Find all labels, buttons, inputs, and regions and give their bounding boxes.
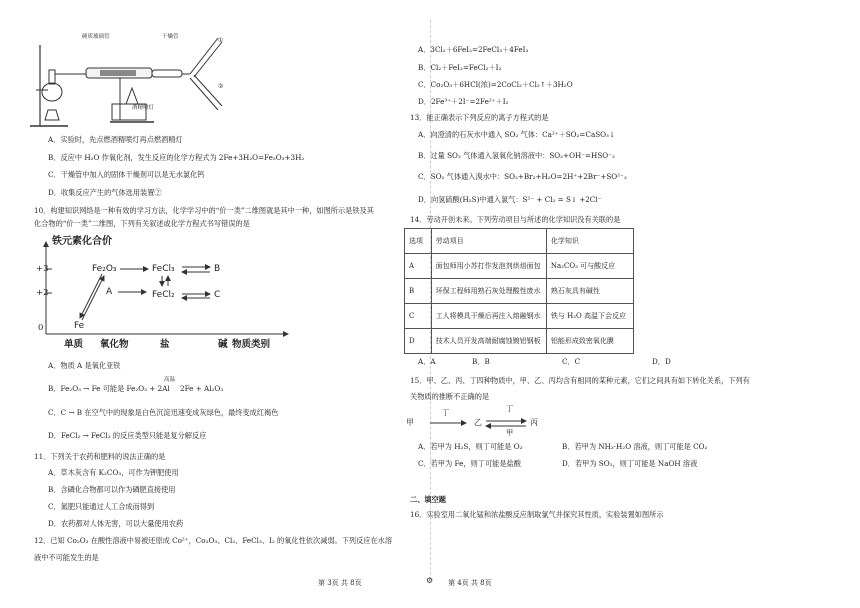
q11-option-a: A．草木灰含有 K₂CO₃，可作为钾肥使用	[48, 468, 179, 477]
q12-option-c: C．Co₂O₃＋6HCl(浓)=2CoCl₂＋Cl₂↑＋3H₂O	[418, 80, 573, 89]
circle-2-label: ②	[218, 83, 224, 90]
q10-option-c: C．C → B 在空气中的现象是白色沉淀迅速变成灰绿色，最终变成红褐色	[48, 408, 279, 417]
q13-stem: 13．能正确表示下列反应的离子方程式的是	[410, 113, 549, 122]
scheme-jia-2: 甲	[506, 428, 514, 437]
q11-stem: 11．下列关于农药和肥料的说法正确的是	[34, 452, 166, 461]
q10-stem-line1: 10．构建知识网络是一种有效的学习方法，化学学习中的“价一类”二维图就是其中一种，如图所示是铁及其	[34, 206, 374, 215]
q14-option-c: C．C	[562, 357, 581, 366]
q15-option-b: B．若甲为 NH₃·H₂O 溶液，则丁可能是 CO₂	[562, 442, 708, 451]
q15-option-d: D．若甲为 SO₂，则丁可能是 NaOH 溶液	[562, 459, 698, 468]
circle-1-label: ①	[218, 37, 224, 44]
table-cell: 环保工程师用熟石灰处理酸性废水	[431, 279, 546, 304]
table-cell: 铁与 H₂O 高温下会反应	[546, 304, 633, 329]
q14-option-b: B．B	[472, 357, 490, 366]
y-tick-zero: 0	[38, 323, 44, 333]
table-cell: 工人将模具干燥后再注入熔融钢水	[431, 304, 546, 329]
q16-stem: 16．实验室用二氧化锰和浓盐酸反应制取氯气并探究其性质，实验装置如图所示	[410, 510, 664, 519]
table-header-cell: 劳动项目	[431, 229, 546, 254]
page-footer-left: 第 3页 共 8页	[318, 579, 362, 587]
gear-icon: ⚙	[426, 576, 434, 585]
q10-b-product: 2Fe + Al₂O₃	[180, 384, 224, 393]
node-b: B	[214, 264, 221, 274]
table-cell: B	[405, 279, 432, 304]
table-row	[405, 279, 634, 304]
node-fecl2: FeCl₂	[152, 290, 175, 300]
table-cell: 面包师用小苏打作发泡剂烘焙面包	[431, 254, 546, 279]
table-header-cell: 选项	[405, 229, 432, 254]
q14-option-a: A．A	[418, 357, 436, 366]
q12-option-b: B．Cl₂＋FeI₂=FeCl₂＋I₂	[418, 63, 502, 72]
q12-option-d: D．2Fe³⁺＋2I⁻=2Fe²⁺＋I₂	[418, 97, 509, 106]
table-row	[405, 329, 634, 354]
q9-option-c: C．干燥管中加入的固体干燥剂可以是无水氯化钙	[48, 170, 205, 179]
apparatus-figure	[28, 30, 228, 130]
x-tick-salt: 盐	[160, 339, 170, 350]
right-page	[406, 0, 860, 608]
scheme-bing: 丙	[530, 418, 538, 427]
q12-stem-line1: 12．已知 Co₂O₃ 在酸性溶液中易被还原成 Co²⁺，Co₂O₃、Cl₂、FeCl₃、I₂ 的氧化性依次减弱。下列反应在水溶	[34, 536, 393, 545]
q10-option-d: D．FeCl₂ → FeCl₃ 的反应类型只能是复分解反应	[48, 431, 207, 440]
table-cell: Na₂CO₃ 可与酸反应	[546, 254, 633, 279]
q13-option-a: A．向澄清的石灰水中通入 SO₂ 气体：Ca²⁺＋SO₂=CaSO₃↓	[418, 130, 615, 139]
table-cell: C	[405, 304, 432, 329]
table-cell: D	[405, 329, 432, 354]
chart-xlabel: 物质类别	[232, 339, 271, 350]
scheme-yi: 乙	[474, 418, 482, 427]
table-cell: 技术人员开发高端耐腐蚀镀铝钢板	[431, 329, 546, 354]
y-tick-plus2: +2	[36, 288, 49, 298]
node-fe: Fe	[74, 321, 85, 331]
node-fecl3: FeCl₃	[152, 264, 175, 274]
q9-option-a: A．实验时，先点燃酒精喷灯再点燃酒精灯	[48, 135, 183, 144]
scheme-ding-1: 丁	[442, 408, 450, 417]
lamp-label: 酒精喷灯	[132, 105, 155, 111]
section-fill-blank: 二、填空题	[410, 495, 446, 504]
q12-stem-line2: 液中不可能发生的是	[34, 553, 99, 562]
scheme-jia: 甲	[406, 418, 414, 427]
q13-option-d: D．向氢硫酸(H₂S)中通入氯气：S²⁻ + Cl₂ = S↓ +2Cl⁻	[418, 195, 602, 204]
q13-option-c: C．SO₂ 气体通入溴水中：SO₂+Br₂+H₂O=2H⁺+2Br⁻+SO²⁻₃	[418, 172, 627, 181]
q9-option-b: B．反应中 H₂O 作氧化剂，发生反应的化学方程式为 2Fe+3H₂O=Fe₂O₃+3H₂	[48, 153, 305, 162]
page-footer-right: 第 4页 共 8页	[448, 579, 492, 587]
q11-option-c: C．氮肥只能通过人工合成而得到	[48, 502, 155, 511]
q14-table	[404, 228, 634, 354]
table-cell: A	[405, 254, 432, 279]
tube-label: 硬质玻璃管	[82, 34, 110, 40]
q15-stem-line1: 15．甲、乙、丙、丁四种物质中，甲、乙、丙均含有相同的某种元素，它们之间具有如下转化关系，下列有	[410, 376, 750, 385]
x-tick-oxide: 氧化物	[100, 339, 129, 350]
q15-option-c: C．若甲为 Fe，则丁可能是盐酸	[418, 459, 521, 468]
q11-option-d: D．农药都对人体无害，可以大量使用农药	[48, 519, 184, 528]
dryer-label: 干燥管	[162, 34, 179, 40]
q14-option-d: D．D	[652, 357, 671, 366]
y-tick-plus3: +3	[36, 264, 49, 274]
q12-option-a: A．3Cl₂＋6FeI₂=2FeCl₃＋4FeI₃	[418, 45, 529, 54]
table-row	[405, 254, 634, 279]
q10-stem-line2: 化合物的“价一类”二维图，下列有关叙述或化学方程式书写错误的是	[34, 219, 250, 228]
q10-option-a: A．物质 A 是氧化亚铁	[48, 361, 121, 370]
q10-b-condition: 高温	[164, 377, 176, 383]
scheme-ding-2: 丁	[506, 404, 514, 413]
node-c: C	[214, 290, 221, 300]
node-fe2o3: Fe₂O₃	[92, 264, 117, 274]
q13-option-b: B．过量 SO₂ 气体通入氢氧化钠溶液中：SO₂+OH⁻=HSO⁻₃	[418, 151, 615, 160]
q15-option-a: A．若甲为 H₂S，则丁可能是 O₂	[418, 442, 523, 451]
table-row	[405, 304, 634, 329]
q9-option-d: D．收集反应产生的气体选用装置②	[48, 188, 162, 197]
table-cell: 熟石灰具有碱性	[546, 279, 633, 304]
table-cell: 铝能形成致密氧化膜	[546, 329, 633, 354]
node-a: A	[106, 287, 113, 297]
q10-option-b: B．Fe₂O₃ → Fe 可能是 Fe₂O₃ + 2Al	[48, 384, 170, 393]
q11-option-b: B．含磷化合物都可以作为磷肥直接使用	[48, 485, 176, 494]
x-tick-element: 单质	[64, 339, 84, 350]
table-header-row	[405, 229, 634, 254]
q14-stem: 14．劳动开创未来。下列劳动项目与所述的化学知识没有关联的是	[410, 215, 621, 224]
table-header-cell: 化学知识	[546, 229, 633, 254]
chart-ylabel: 铁元素化合价	[52, 236, 112, 247]
x-tick-base: 碱	[218, 339, 228, 350]
q15-stem-line2: 关物质的推断不正确的是	[410, 392, 490, 401]
